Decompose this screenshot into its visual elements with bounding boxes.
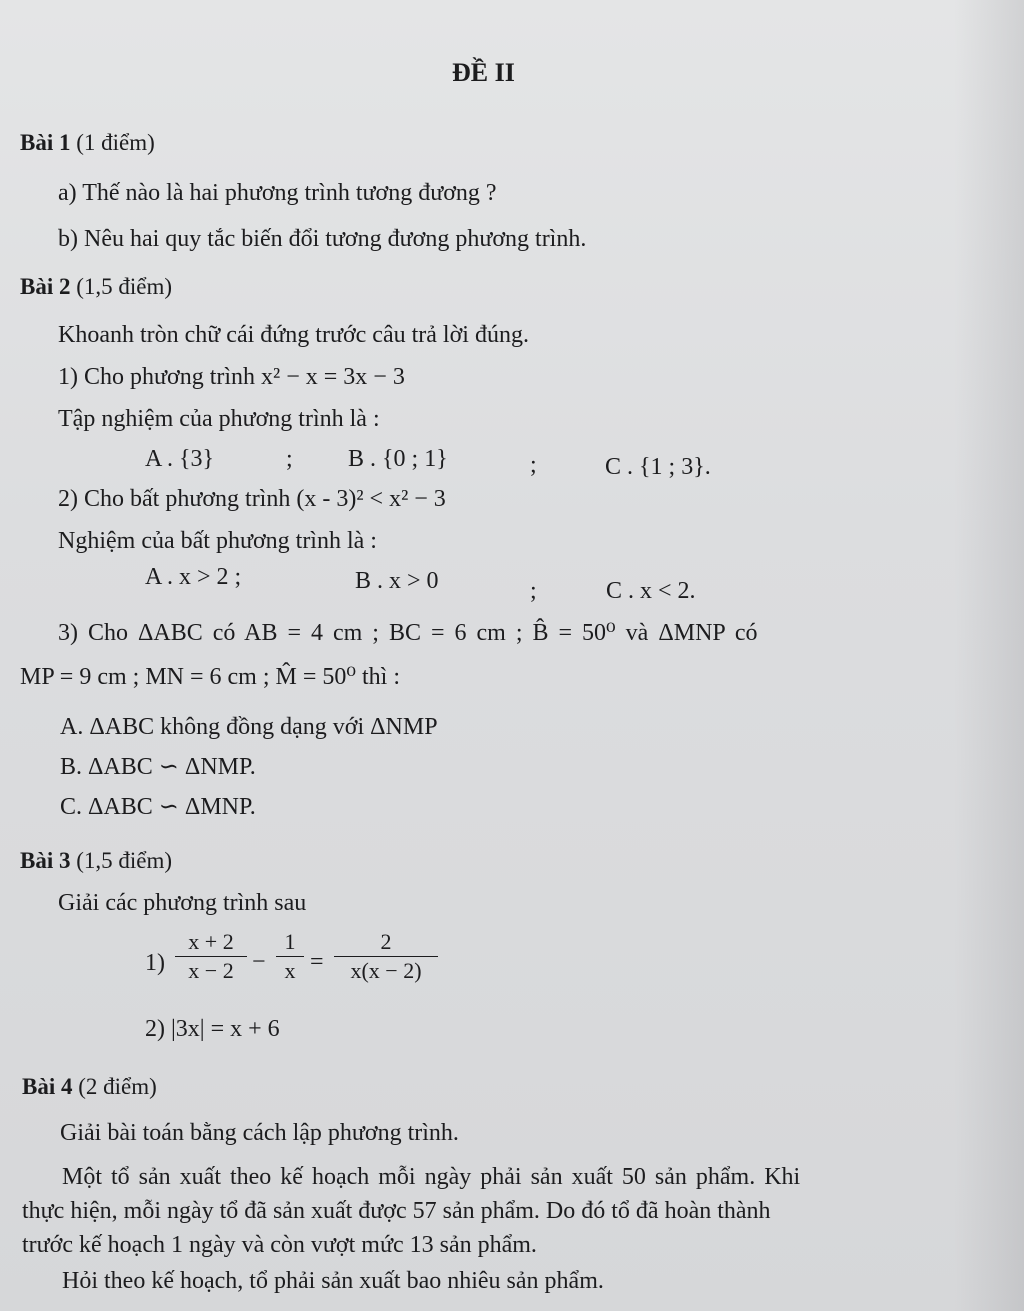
- bai4-instruction: Giải bài toán bằng cách lập phương trình.: [60, 1120, 459, 1146]
- exam-title: ĐỀ II: [452, 58, 515, 87]
- bai2-q2-option-b: B . x > 0: [355, 568, 439, 594]
- bai3-fraction-1-denominator: x − 2: [175, 956, 247, 985]
- bai3-fraction-2: [276, 928, 304, 985]
- bai4-points: (2 điểm): [78, 1074, 157, 1099]
- bai2-q1-option-a: A . {3}: [145, 446, 215, 472]
- bai3-fraction-3-numerator: 2: [380, 929, 392, 954]
- bai4-heading: [22, 1072, 157, 1102]
- bai4-label: Bài 4: [22, 1074, 73, 1099]
- bai2-q3-line1: 3) Cho ΔABC có AB = 4 cm ; BC = 6 cm ; B̂ = 50⁰ và ΔMNP có: [58, 620, 758, 646]
- bai2-q3-line2: MP = 9 cm ; MN = 6 cm ; M̂ = 50⁰ thì :: [20, 664, 401, 690]
- bai4-question: Hỏi theo kế hoạch, tổ phải sản xuất bao nhiêu sản phẩm.: [62, 1268, 604, 1294]
- bai3-eq2: 2) |3x| = x + 6: [145, 1016, 280, 1042]
- bai2-q2-option-a: A . x > 2 ;: [145, 564, 242, 590]
- bai2-q2-prefix: 2) Cho bất phương trình: [58, 486, 291, 512]
- bai3-equals-sign: =: [310, 949, 324, 975]
- bai3-fraction-3: [334, 928, 438, 985]
- bai3-label: Bài 3: [20, 848, 71, 873]
- bai3-instruction: Giải các phương trình sau: [58, 890, 307, 916]
- bai2-q3-option-a: A. ΔABC không đồng dạng với ΔNMP: [60, 714, 438, 740]
- bai2-q2-ask: Nghiệm của bất phương trình là :: [58, 528, 377, 554]
- bai1-question-a: a) Thế nào là hai phương trình tương đương ?: [58, 180, 497, 206]
- bai2-q1-equation: x² − x = 3x − 3: [261, 364, 405, 390]
- bai4-problem-line3: trước kế hoạch 1 ngày và còn vượt mức 13 sản phẩm.: [22, 1232, 537, 1258]
- bai1-heading: [20, 128, 155, 158]
- bai2-q3-option-c: C. ΔABC ∽ ΔMNP.: [60, 794, 256, 820]
- bai2-q2-inequality: (x - 3)² < x² − 3: [296, 486, 446, 512]
- bai1-points: (1 điểm): [76, 130, 155, 155]
- bai2-q1-ask: Tập nghiệm của phương trình là :: [58, 406, 380, 432]
- bai2-q1-option-c: C . {1 ; 3}.: [605, 454, 711, 480]
- bai2-label: Bài 2: [20, 274, 71, 299]
- bai2-q3-option-b: B. ΔABC ∽ ΔNMP.: [60, 754, 256, 780]
- bai3-minus-sign: −: [252, 949, 266, 975]
- bai1-label: Bài 1: [20, 130, 71, 155]
- bai3-fraction-1: [175, 928, 247, 985]
- bai3-heading: [20, 846, 172, 876]
- bai2-q2: [58, 484, 446, 514]
- bai3-eq1-number: 1): [145, 950, 165, 976]
- page-shadow: [954, 0, 1024, 1311]
- bai3-fraction-2-numerator: 1: [284, 929, 296, 954]
- bai2-instruction: Khoanh tròn chữ cái đứng trước câu trả lời đúng.: [58, 322, 529, 348]
- bai3-points: (1,5 điểm): [76, 848, 173, 873]
- bai3-fraction-1-numerator: x + 2: [188, 929, 234, 954]
- bai4-problem-line2: thực hiện, mỗi ngày tổ đã sản xuất được 57 sản phẩm. Do đó tổ đã hoàn thành: [22, 1198, 771, 1224]
- bai2-q1-sep-1: ;: [286, 446, 293, 472]
- bai2-points: (1,5 điểm): [76, 274, 173, 299]
- bai2-heading: [20, 272, 172, 302]
- bai2-q1-option-b: B . {0 ; 1}: [348, 446, 448, 472]
- bai2-q1-prefix: 1) Cho phương trình: [58, 364, 256, 390]
- bai4-problem-line1: Một tổ sản xuất theo kế hoạch mỗi ngày phải sản xuất 50 sản phẩm. Khi: [62, 1164, 801, 1190]
- bai2-q1-sep-2: ;: [530, 452, 537, 478]
- bai2-q2-option-c: C . x < 2.: [606, 578, 696, 604]
- bai2-q1: [58, 362, 405, 392]
- bai2-q2-sep: ;: [530, 578, 537, 604]
- bai3-fraction-2-denominator: x: [276, 956, 304, 985]
- bai3-fraction-3-denominator: x(x − 2): [334, 956, 438, 985]
- bai1-question-b: b) Nêu hai quy tắc biến đổi tương đương phương trình.: [58, 226, 587, 252]
